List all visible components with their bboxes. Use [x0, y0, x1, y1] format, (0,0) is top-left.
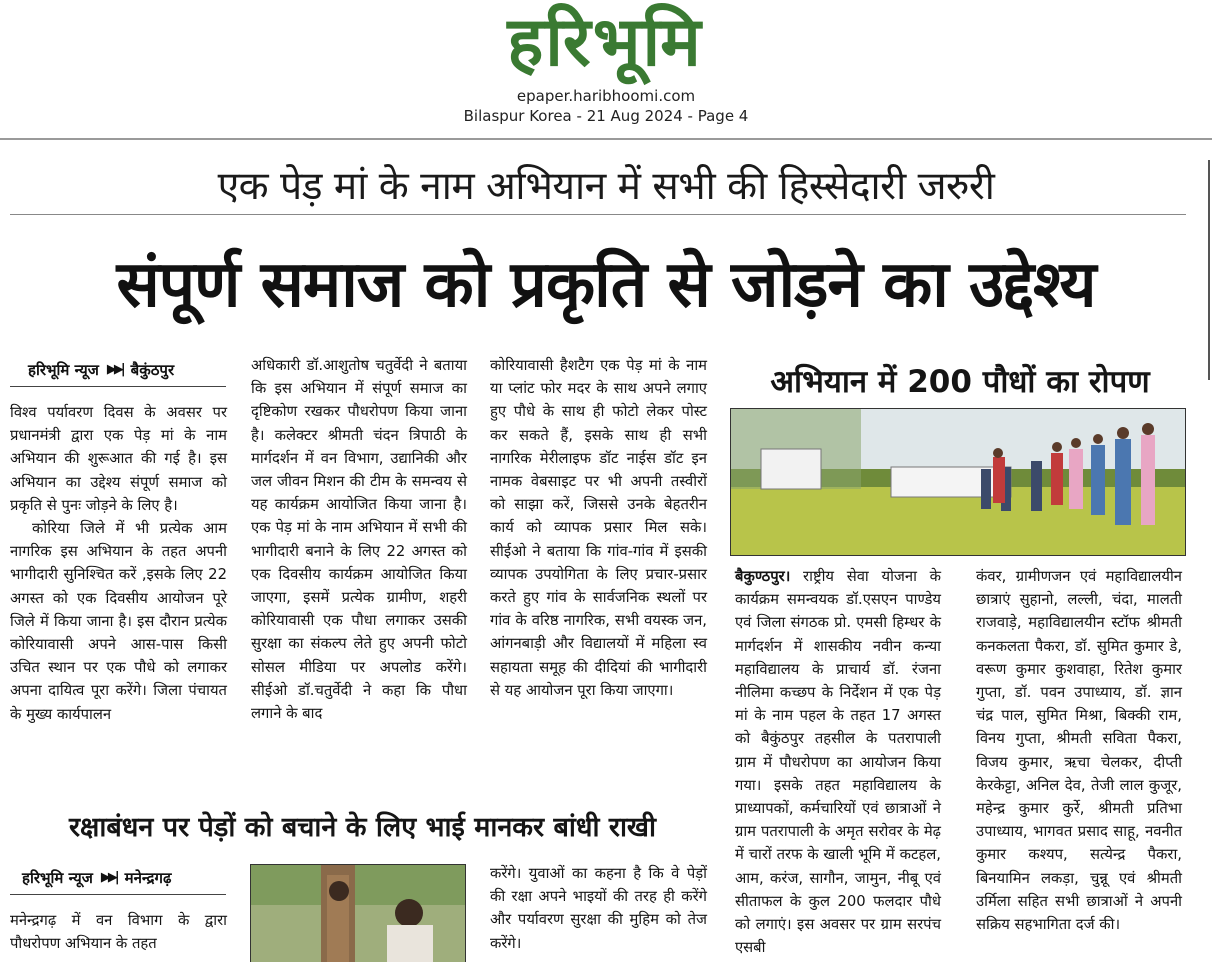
story3-column-1	[10, 909, 227, 961]
paragraph: करेंगे। युवाओं का कहना है कि वे पेड़ों की रक्षा अपने भाइयों की तरह ही करेंगे और पर्यावरण सुरक्षा की मुहिम को तेज करेंगे।	[490, 865, 707, 952]
paragraph: मनेन्द्रगढ़ में वन विभाग के द्वारा पौधरोपण अभियान के तहत	[10, 912, 227, 953]
byline-divider	[10, 894, 226, 895]
plantation-photo-image	[731, 409, 1185, 555]
rakhi-photo-image	[251, 865, 465, 962]
story1-headline: संपूर्ण समाज को प्रकृति से जोड़ने का उद्देश्य	[116, 248, 1096, 322]
kicker-divider	[10, 214, 1186, 215]
byline-agency: हरिभूमि न्यूज	[28, 361, 99, 379]
story1-byline	[28, 359, 174, 381]
rakhi-photo	[250, 864, 466, 962]
dateline: बैकुण्ठपुर।	[735, 568, 791, 585]
paragraph: अधिकारी डॉ.आशुतोष चतुर्वेदी ने बताया कि इस अभियान में संपूर्ण समाज का दृष्टिकोण रखकर पौधरोपण किया जाना है। कलेक्टर श्रीमती चंदन त्रिपाठी के मार्गदर्शन में वन विभाग, उद्यानिकी और जल जीवन मिशन की टीम के समन्वय से यह कार्यक्रम आयोजित किया जाना है। एक पेड़ मां के नाम अभियान में सभी की भागीदारी बनाने के लिए 22 अगस्त को एक दिवसीय कार्यक्रम आयोजित किया जाएगा, इसमें प्रत्येक ग्रामीण, शहरी कोरियावासी एक पौधा लगाकर उसकी सुरक्षा का संकल्प लेते हुए अपनी फोटो सोसल मीडिया पर अपलोड करेंगे। सीईओ डॉ.चतुर्वेदी ने कहा कि पौधा लगाने के बाद	[251, 357, 467, 723]
story3-headline: रक्षाबंधन पर पेड़ों को बचाने के लिए भाई मानकर बांधी राखी	[68, 812, 657, 843]
story2-column-1	[735, 565, 941, 957]
paragraph: कोरिया जिले में भी प्रत्येक आम नागरिक इस अभियान के तहत अपनी भागीदारी सुनिश्चित करें ,इसके लिए 22 अगस्त को एक दिवसीय आयोजन पूरे जिले में किया जाना है। इस दौरान प्रत्येक कोरियावासी अपने आस-पास किसी उचित स्थान पर एक पौधे को लगाकर अपना दायित्व पूरा करेंगे। जिला पंचायत के मुख्य कार्यपालन	[10, 520, 227, 723]
story1-column-2	[251, 354, 467, 789]
story2-column-2	[976, 565, 1182, 945]
byline-place: बैकुंठपुर	[130, 361, 175, 379]
plantation-photo	[730, 408, 1186, 556]
story2-headline: अभियान में 200 पौधों का रोपण	[770, 364, 1150, 400]
story3-column-3	[490, 862, 707, 961]
paragraph: विश्व पर्यावरण दिवस के अवसर पर प्रधानमंत्री द्वारा एक पेड़ मां के नाम अभियान की शुरूआत की गई है। इस अभियान का उद्देश्य संपूर्ण समाज को प्रकृति से पुनः जोड़ने के लिए है।	[10, 404, 227, 514]
masthead-url[interactable]: epaper.haribhoomi.com	[516, 87, 696, 105]
byline-agency: हरिभूमि न्यूज	[22, 869, 93, 887]
story1-column-1	[10, 401, 227, 789]
fast-forward-icon: ▶▶|	[100, 870, 117, 885]
story3-byline	[22, 867, 171, 889]
edition-info: Bilaspur Korea - 21 Aug 2024 - Page 4	[463, 107, 749, 125]
story2-text: राष्ट्रीय सेवा योजना के कार्यक्रम समन्वयक डॉ.एसएन पाण्डेय एवं जिला संगठक प्रो. एमसी हिम्धर के मार्गदर्शन में शासकीय नवीन कन्या महाविद्यालय के प्राचार्य डॉ. रंजना नीलिमा कच्छप के निर्देशन में एक पेड़ मां के नाम पहल के तहत 17 अगस्त को बैकुंठपुर तहसील के पतरापाली ग्राम में पौधरोपण का आयोजन किया गया। इसके तहत महाविद्यालय के प्राध्यापकों, कर्मचारियों एवं छात्राओं ने ग्राम पतरापाली के अमृत सरोवर के मेढ़ में चारों तरफ के खाली भूमि में कटहल, आम, करंज, सागौन, जामुन, नीबू एवं सीताफल के कुल 200 फलदार पौधे को लगाएं। इस अवसर पर ग्राम सरपंच एसबी	[735, 568, 941, 957]
paragraph: कंवर, ग्रामीणजन एवं महाविद्यालयीन छात्राएं सुहानो, लल्ली, चंदा, मालती राजवाड़े, महाविद्यालयीन स्टॉफ श्रीमती कनकलता पैकरा, डॉ. सुमित कुमार डे, वरूण कुमार कुशवाहा, रितेश कुमार गुप्ता, डॉ. पवन उपाध्याय, डॉ. ज्ञान चंद्र पाल, सुमित मिश्रा, बिक्की राम, विनय गुप्ता, श्रीमती सविता पैकरा, विजय कुमार, ऋचा चेलकर, दीप्ती केरकेट्टा, अनिल देव, तेजी लाल कुजूर, महेन्द्र कुमार कुर्रे, श्रीमती प्रतिभा उपाध्याय, भागवत प्रसाद साहू, नवनीत कुमार कश्यप, सत्येन्द्र पैकरा, बिनयामिन लकड़ा, चुन्नू एवं श्रीमती उर्मिला सहित सभी छात्राओं ने अपनी सक्रिय सहभागिता दर्ज की।	[976, 568, 1182, 934]
byline-divider	[10, 386, 226, 387]
masthead-logo: हरिभूमि	[507, 3, 703, 82]
paragraph: कोरियावासी हैशटैग एक पेड़ मां के नाम या प्लांट फोर मदर के साथ अपने लगाए हुए पौधे के साथ ही फोटो लेकर पोस्ट कर सकते हैं, इसके साथ ही सभी नागरिक मेरीलाइफ डॉट नाईस डॉट इन नामक वेबसाइट पर भी अपनी तस्वीरों को साझा करें, जिससे उनके बेहतरीन कार्य को व्यापक प्रसार मिल सके। सीईओ ने बताया कि गांव-गांव में इसकी व्यापक उपयोगिता के लिए प्रचार-प्रसार करते हुए गांव के सार्वजनिक स्थलों पर गांव के वरिष्ठ नागरिक, सभी वयस्क जन, आंगनबाड़ी और विद्यालयों में महिला स्व सहायता समूह की दीदियां की भागीदारी से यह आयोजन पूरा किया जाएगा।	[490, 357, 707, 699]
paragraph	[735, 565, 941, 959]
fast-forward-icon: ▶▶|	[106, 362, 123, 377]
story1-kicker: एक पेड़ मां के नाम अभियान में सभी की हिस्सेदारी जरुरी	[217, 164, 995, 209]
byline-place: मनेन्द्रगढ़	[124, 869, 172, 887]
masthead-divider	[0, 138, 1212, 140]
story1-column-3	[490, 354, 707, 789]
